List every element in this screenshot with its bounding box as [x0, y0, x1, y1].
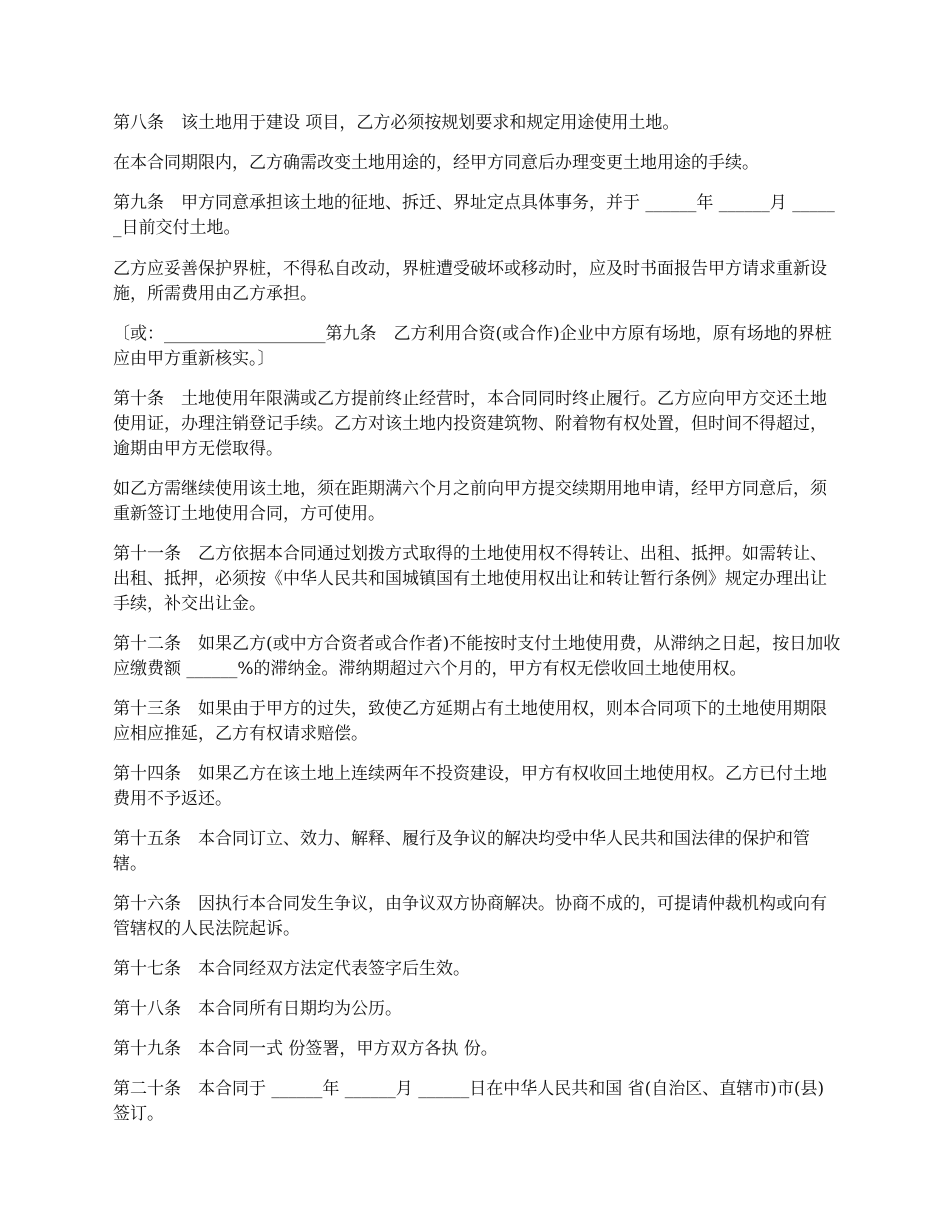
- article-14-paragraph: 第十四条 如果乙方在该土地上连续两年不投资建设，甲方有权收回土地使用权。乙方已付土地费用不予返还。: [113, 764, 827, 809]
- boundary-marker-paragraph: 乙方应妥善保护界桩，不得私自改动，界桩遭受破坏或移动时，应及时书面报告甲方请求重新设施，所需费用由乙方承担。: [113, 259, 827, 304]
- article-13-paragraph: 第十三条 如果由于甲方的过失，致使乙方延期占有土地使用权，则本合同项下的土地使用期限应相应推延，乙方有权请求赔偿。: [113, 699, 827, 744]
- article-19-paragraph: 第十九条 本合同一式 份签署，甲方双方各执 份。: [113, 1039, 498, 1059]
- article-8-land-use-change-paragraph: 在本合同期限内，乙方确需改变土地用途的，经甲方同意后办理变更土地用途的手续。: [113, 153, 759, 173]
- renewal-paragraph: 如乙方需继续使用该土地，须在距期满六个月之前向甲方提交续期用地申请，经甲方同意后，须重新签订土地使用合同，方可使用。: [113, 479, 827, 524]
- article-8-paragraph: 第八条 该土地用于建设 项目，乙方必须按规划要求和规定用途使用土地。: [113, 113, 680, 133]
- article-11-paragraph: 第十一条 乙方依据本合同通过划拨方式取得的土地使用权不得转让、出租、抵押。如需转让、出租、抵押，必须按《中华人民共和国城镇国有土地使用权出让和转让暂行条例》规定办理出让手续，补交出让金。: [113, 544, 827, 614]
- article-9-paragraph: 第九条 甲方同意承担该土地的征地、拆迁、界址定点具体事务，并于 ______年 ______月 ______日前交付土地。: [113, 193, 835, 238]
- alternative-article-9-paragraph: 〔或：___________________第九条 乙方利用合资(或合作)企业中方原有场地，原有场地的界桩应由甲方重新核实。〕: [113, 324, 832, 369]
- article-16-paragraph: 第十六条 因执行本合同发生争议，由争议双方协商解决。协商不成的，可提请仲裁机构或向有管辖权的人民法院起诉。: [113, 894, 827, 939]
- contract-body: [113, 111, 841, 1142]
- article-12-paragraph: 第十二条 如果乙方(或中方合资者或合作者)不能按时支付土地使用费，从滞纳之日起，按日加收应缴费额 ______%的滞纳金。滞纳期超过六个月的，甲方有权无偿收回土地使用权。: [113, 634, 841, 679]
- article-10-paragraph: 第十条 土地使用年限满或乙方提前终止经营时，本合同同时终止履行。乙方应向甲方交还土地使用证，办理注销登记手续。乙方对该土地内投资建筑物、附着物有权处置，但时间不得超过，逾期由甲方无偿取得。: [113, 389, 827, 459]
- article-15-paragraph: 第十五条 本合同订立、效力、解释、履行及争议的解决均受中华人民共和国法律的保护和管辖。: [113, 829, 810, 874]
- article-20-paragraph: 第二十条 本合同于 ______年 ______月 ______日在中华人民共和国 省(自治区、直辖市)市(县)签订。: [113, 1079, 825, 1124]
- article-17-paragraph: 第十七条 本合同经双方法定代表签字后生效。: [113, 959, 470, 979]
- article-18-paragraph: 第十八条 本合同所有日期均为公历。: [113, 999, 402, 1019]
